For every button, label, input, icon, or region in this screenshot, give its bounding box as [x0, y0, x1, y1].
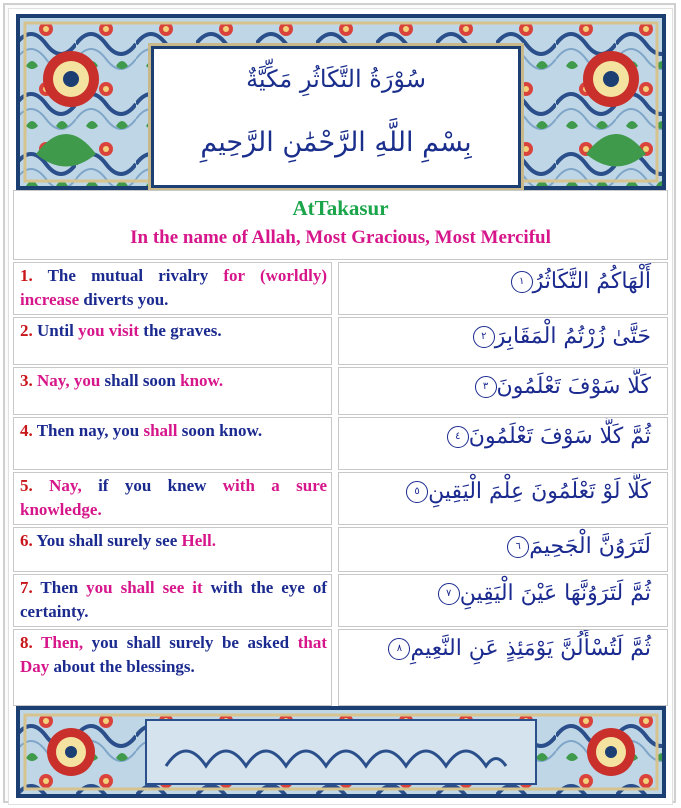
ayah-number-icon: ٨: [388, 638, 410, 660]
arabic-text: أَلْهَاكُمُ التَّكَاثُرُ: [532, 269, 651, 294]
translation-segment: soon know.: [177, 421, 263, 440]
translation-segment: you visit: [78, 321, 140, 340]
verse-arabic: [402, 479, 651, 504]
verse-number: 8.: [20, 633, 33, 652]
verse-arabic: [434, 581, 651, 606]
verse-row: [13, 527, 668, 572]
verse-translation: [13, 527, 332, 572]
surah-name-arabic: سُوْرَةُ التَّكَاثُرِ مَكِّيَّةٌ: [246, 65, 426, 93]
translation-segment: The mutual rivalry: [32, 266, 224, 285]
ayah-number-icon: ٥: [406, 481, 428, 503]
translation-segment: if you knew: [81, 476, 223, 495]
translation-segment: Hell.: [181, 531, 216, 550]
verse-number: 3.: [20, 371, 33, 390]
verse-arabic-cell: [338, 527, 668, 572]
verse-arabic-cell: [338, 472, 668, 525]
verse-arabic-cell: [338, 574, 668, 627]
bottom-ornament: [16, 706, 666, 798]
translation-segment: You shall surely see: [32, 531, 182, 550]
verse-arabic: [443, 424, 651, 449]
surah-subtitle: In the name of Allah, Most Gracious, Most Merciful: [130, 227, 551, 248]
translation-segment: you shall see it: [86, 578, 203, 597]
ayah-number-icon: ٧: [438, 583, 460, 605]
ayah-number-icon: ٢: [473, 326, 495, 348]
verse-arabic: [471, 374, 651, 399]
ayah-number-icon: ١: [511, 271, 533, 293]
ayah-number-icon: ٦: [507, 536, 529, 558]
arabic-text: ثُمَّ لَتَرَوُنَّهَا عَيْنَ الْيَقِينِ: [459, 581, 651, 606]
translation-segment: that Day: [20, 633, 327, 676]
verse-arabic-cell: [338, 262, 668, 315]
top-ornament: [16, 14, 666, 190]
verse-number: 5.: [20, 476, 33, 495]
translation-segment: Until: [32, 321, 79, 340]
arabic-text: حَتَّىٰ زُرْتُمُ الْمَقَابِرَ: [494, 324, 651, 349]
verse-arabic-cell: [338, 629, 668, 706]
verse-arabic: [469, 324, 651, 349]
verse-translation: [13, 417, 332, 470]
verse-arabic-cell: [338, 367, 668, 415]
verse-translation: [13, 629, 332, 706]
floral-ornament-bottom: [16, 706, 666, 798]
verse-row: [13, 262, 668, 315]
verse-number: 2.: [20, 321, 33, 340]
surah-title: AtTakasur: [292, 196, 389, 220]
verse-row: [13, 574, 668, 627]
arabic-text: كَلَّا سَوْفَ تَعْلَمُونَ: [496, 374, 651, 399]
translation-segment: shall: [143, 421, 178, 440]
verse-number: 6.: [20, 531, 33, 550]
arabic-text: لَتَرَوُنَّ الْجَحِيمَ: [529, 534, 651, 559]
translation-segment: diverts you.: [79, 290, 169, 309]
verse-number: 7.: [20, 578, 33, 597]
verse-translation: [13, 574, 332, 627]
basmala-arabic: بِسْمِ اللَّهِ الرَّحْمَٰنِ الرَّحِيمِ: [200, 127, 472, 158]
translation-segment: know.: [180, 371, 224, 390]
translation-segment: about the blessings.: [49, 657, 195, 676]
verse-translation: [13, 317, 332, 365]
verse-arabic: [384, 636, 651, 661]
verse-row: [13, 417, 668, 470]
verse-number: 1.: [20, 266, 33, 285]
surah-header: [13, 190, 668, 260]
verse-number: 4.: [20, 421, 33, 440]
arabic-text: ثُمَّ كَلَّا سَوْفَ تَعْلَمُونَ: [468, 424, 651, 449]
verse-row: [13, 317, 668, 365]
translation-segment: Nay, you: [32, 371, 101, 390]
arabic-text: كَلَّا لَوْ تَعْلَمُونَ عِلْمَ الْيَقِينِ: [428, 479, 651, 504]
translation-segment: shall soon: [100, 371, 181, 390]
ayah-number-icon: ٣: [475, 376, 497, 398]
verse-row: [13, 367, 668, 415]
verse-arabic-cell: [338, 417, 668, 470]
translation-segment: for (worldly) increase: [20, 266, 327, 309]
translation-segment: Then: [32, 578, 87, 597]
verse-translation: [13, 262, 332, 315]
verse-arabic: [507, 269, 651, 294]
translation-segment: Then,: [32, 633, 84, 652]
translation-segment: you shall surely be asked: [83, 633, 298, 652]
translation-segment: with the eye of certainty.: [20, 578, 328, 621]
verse-arabic-cell: [338, 317, 668, 365]
translation-segment: with a sure knowledge.: [20, 476, 327, 519]
verse-translation: [13, 472, 332, 525]
translation-segment: Then nay, you: [32, 421, 144, 440]
verse-translation: [13, 367, 332, 415]
translation-segment: Nay,: [32, 476, 82, 495]
verse-row: [13, 629, 668, 706]
ayah-number-icon: ٤: [447, 426, 469, 448]
verse-arabic: [503, 534, 651, 559]
arabic-text: ثُمَّ لَتُسْأَلُنَّ يَوْمَئِذٍ عَنِ النَّعِيمِ: [410, 636, 651, 661]
verse-row: [13, 472, 668, 525]
translation-segment: the graves.: [139, 321, 222, 340]
title-cartouche: [151, 46, 521, 188]
